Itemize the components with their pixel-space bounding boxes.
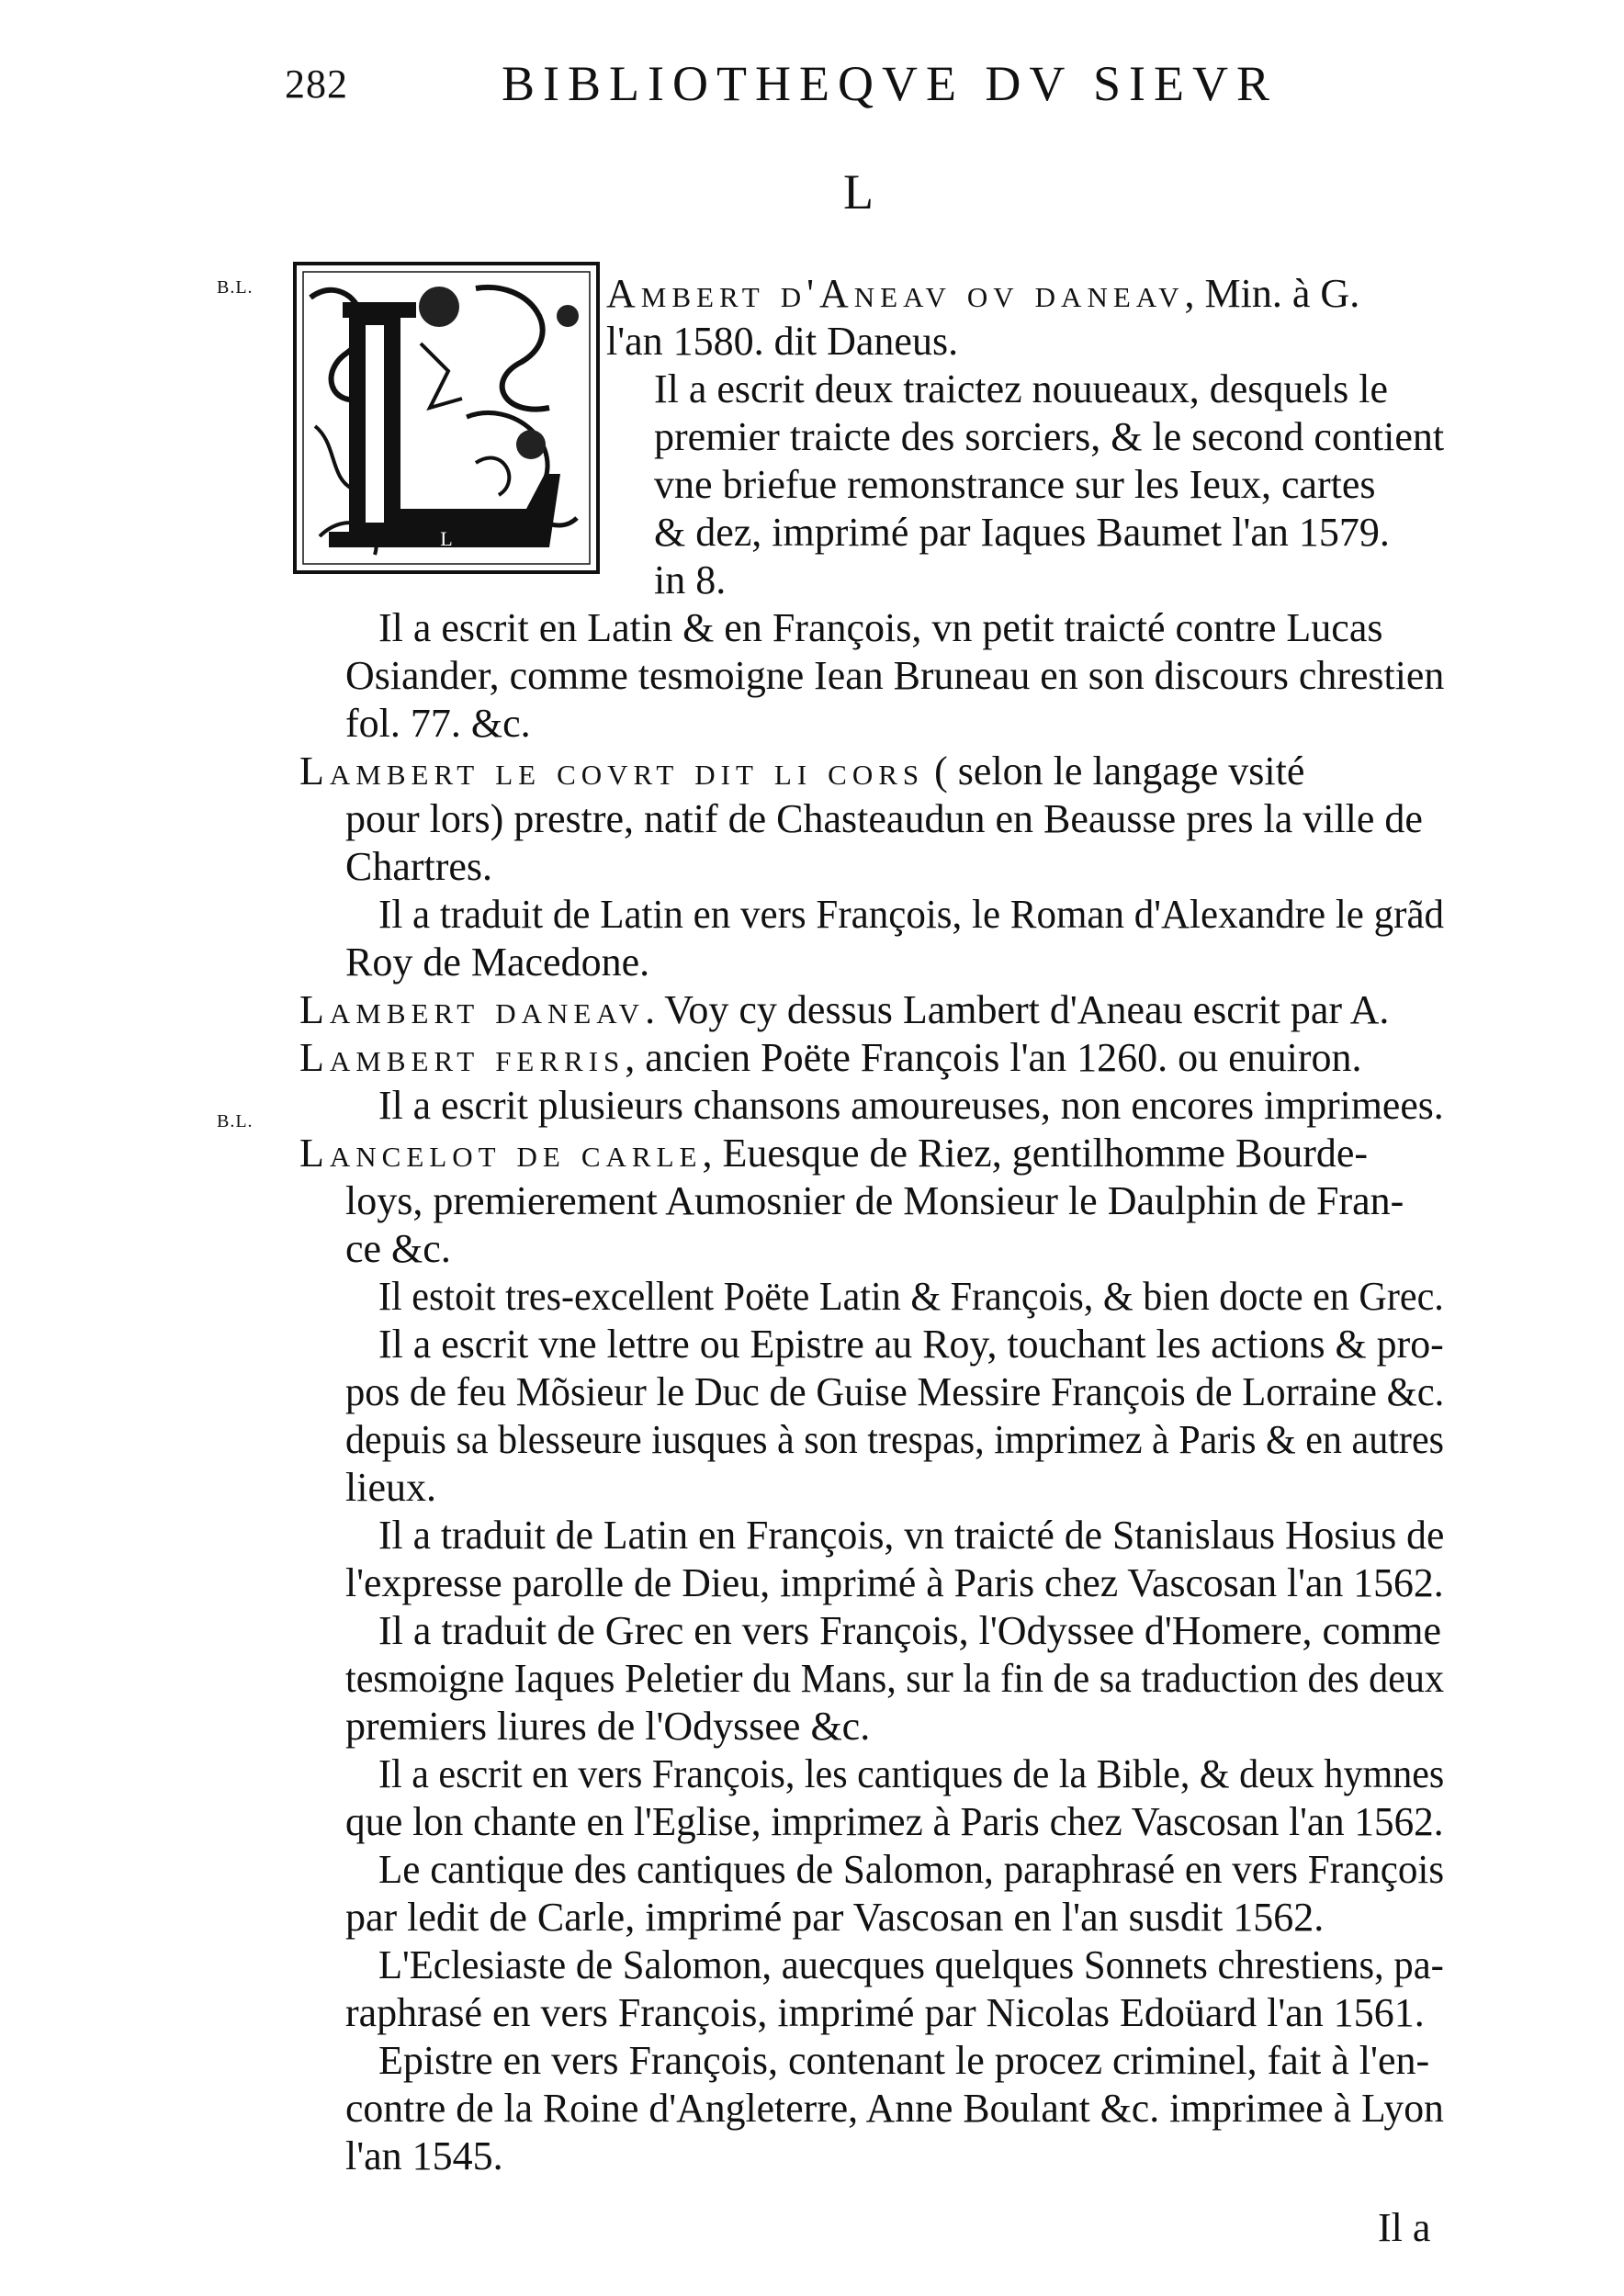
text-line: premier traicte des sorciers, & le second contient: [654, 414, 1445, 459]
text-line: l'an 1580. dit Daneus.: [606, 319, 959, 364]
text-line: pour lors) prestre, natif de Chasteaudun en Beausse pres la ville de: [345, 796, 1423, 841]
text-line: [299, 987, 1390, 1032]
running-head: [285, 55, 1479, 119]
text-line: contre de la Roine d'Angleterre, Anne Boulant &c. imprimee à Lyon: [345, 2086, 1444, 2131]
text-line: pos de feu Mõsieur le Duc de Guise Messire François de Lorraine &c.: [345, 1369, 1445, 1414]
text-line: Il a escrit en Latin & en François, vn petit traicté contre Lucas: [378, 605, 1383, 650]
page-number: 282: [285, 62, 348, 107]
text-line: par ledit de Carle, imprimé par Vascosan en l'an susdit 1562.: [345, 1895, 1325, 1940]
text-line: Roy de Macedone.: [345, 940, 650, 985]
text-line: [606, 271, 1360, 316]
entry-heading: Lambert daneav: [299, 987, 646, 1032]
catchword: Il a: [1378, 2205, 1431, 2250]
text-line: tesmoigne Iaques Peletier du Mans, sur la fin de sa traduction des deux: [345, 1656, 1445, 1701]
text-line: loys, premierement Aumosnier de Monsieur le Daulphin de Fran-: [345, 1178, 1404, 1223]
text-line: Il estoit tres-excellent Poëte Latin & François, & bien docte en Grec.: [378, 1274, 1444, 1319]
text-segment: , Min. à G.: [1184, 271, 1360, 316]
text-line: lieux.: [345, 1465, 436, 1510]
text-line: Osiander, comme tesmoigne Iean Bruneau en son discours chrestien: [345, 653, 1445, 698]
text-line: l'an 1545.: [345, 2133, 503, 2178]
text-segment: . Voy cy dessus Lambert d'Aneau escrit par A.: [645, 987, 1390, 1032]
entry-heading: Lambert ferris: [299, 1035, 626, 1080]
text-line: Epistre en vers François, contenant le procez criminel, fait à l'en-: [378, 2038, 1430, 2083]
text-line: [299, 1035, 1362, 1080]
text-line: Il a escrit vne lettre ou Epistre au Roy, touchant les actions & pro-: [378, 1322, 1444, 1367]
text-segment: , ancien Poëte François l'an 1260. ou enuiron.: [625, 1035, 1362, 1080]
text-line: Il a escrit deux traictez nouueaux, desquels le: [654, 366, 1389, 411]
text-line: Il a escrit plusieurs chansons amoureuses, non encores imprimees.: [378, 1083, 1444, 1128]
text-segment: , Euesque de Riez, gentilhomme Bourde-: [702, 1131, 1369, 1176]
text-segment: ( selon le langage vsité: [924, 748, 1305, 793]
text-line: Il a escrit en vers François, les cantiques de la Bible, & deux hymnes: [378, 1751, 1445, 1796]
section-letter: L: [843, 164, 874, 219]
text-line: in 8.: [654, 557, 727, 602]
text-line: [299, 1133, 1368, 1174]
margin-note: B.L.: [217, 1111, 254, 1131]
text-line: Il a traduit de Grec en vers François, l'Odyssee d'Homere, comme: [378, 1608, 1442, 1653]
text-line: [299, 748, 1305, 793]
text-line: Il a traduit de Latin en vers François, le Roman d'Alexandre le grãd: [378, 892, 1445, 937]
text-line: L'Eclesiaste de Salomon, auecques quelques Sonnets chrestiens, pa-: [378, 1942, 1444, 1987]
text-line: Le cantique des cantiques de Salomon, paraphrasé en vers François: [378, 1847, 1445, 1892]
text-line: ce &c.: [345, 1226, 451, 1271]
running-head-title: BIBLIOTHEQVE DV SIEVR: [502, 56, 1278, 111]
text-line: depuis sa blesseure iusques à son trespas, imprimez à Paris & en autres: [345, 1417, 1445, 1462]
text-line: Il a traduit de Latin en François, vn traicté de Stanislaus Hosius de: [378, 1513, 1445, 1558]
initial-letter: L: [440, 527, 453, 550]
text-line: que lon chante en l'Eglise, imprimez à Paris chez Vascosan l'an 1562.: [345, 1799, 1444, 1844]
text-line: fol. 77. &c.: [345, 701, 531, 746]
text-line: Chartres.: [345, 844, 493, 889]
text-line: & dez, imprimé par Iaques Baumet l'an 1579.: [654, 510, 1390, 555]
entry-heading: Lancelot de carle: [299, 1131, 703, 1176]
margin-note: B.L.: [217, 277, 254, 298]
text-line: l'expresse parolle de Dieu, imprimé à Paris chez Vascosan l'an 1562.: [345, 1560, 1444, 1605]
entry-heading: Lambert le covrt dit li cors: [299, 748, 925, 793]
text-line: raphrasé en vers François, imprimé par Nicolas Edoüard l'an 1561.: [345, 1990, 1425, 2035]
entry-heading: Ambert d'Aneav ov daneav: [606, 271, 1185, 316]
text-line: vne briefue remonstrance sur les Ieux, cartes: [654, 462, 1376, 507]
decorated-initial-image: [292, 261, 601, 575]
text-line: premiers liures de l'Odyssee &c.: [345, 1704, 871, 1749]
